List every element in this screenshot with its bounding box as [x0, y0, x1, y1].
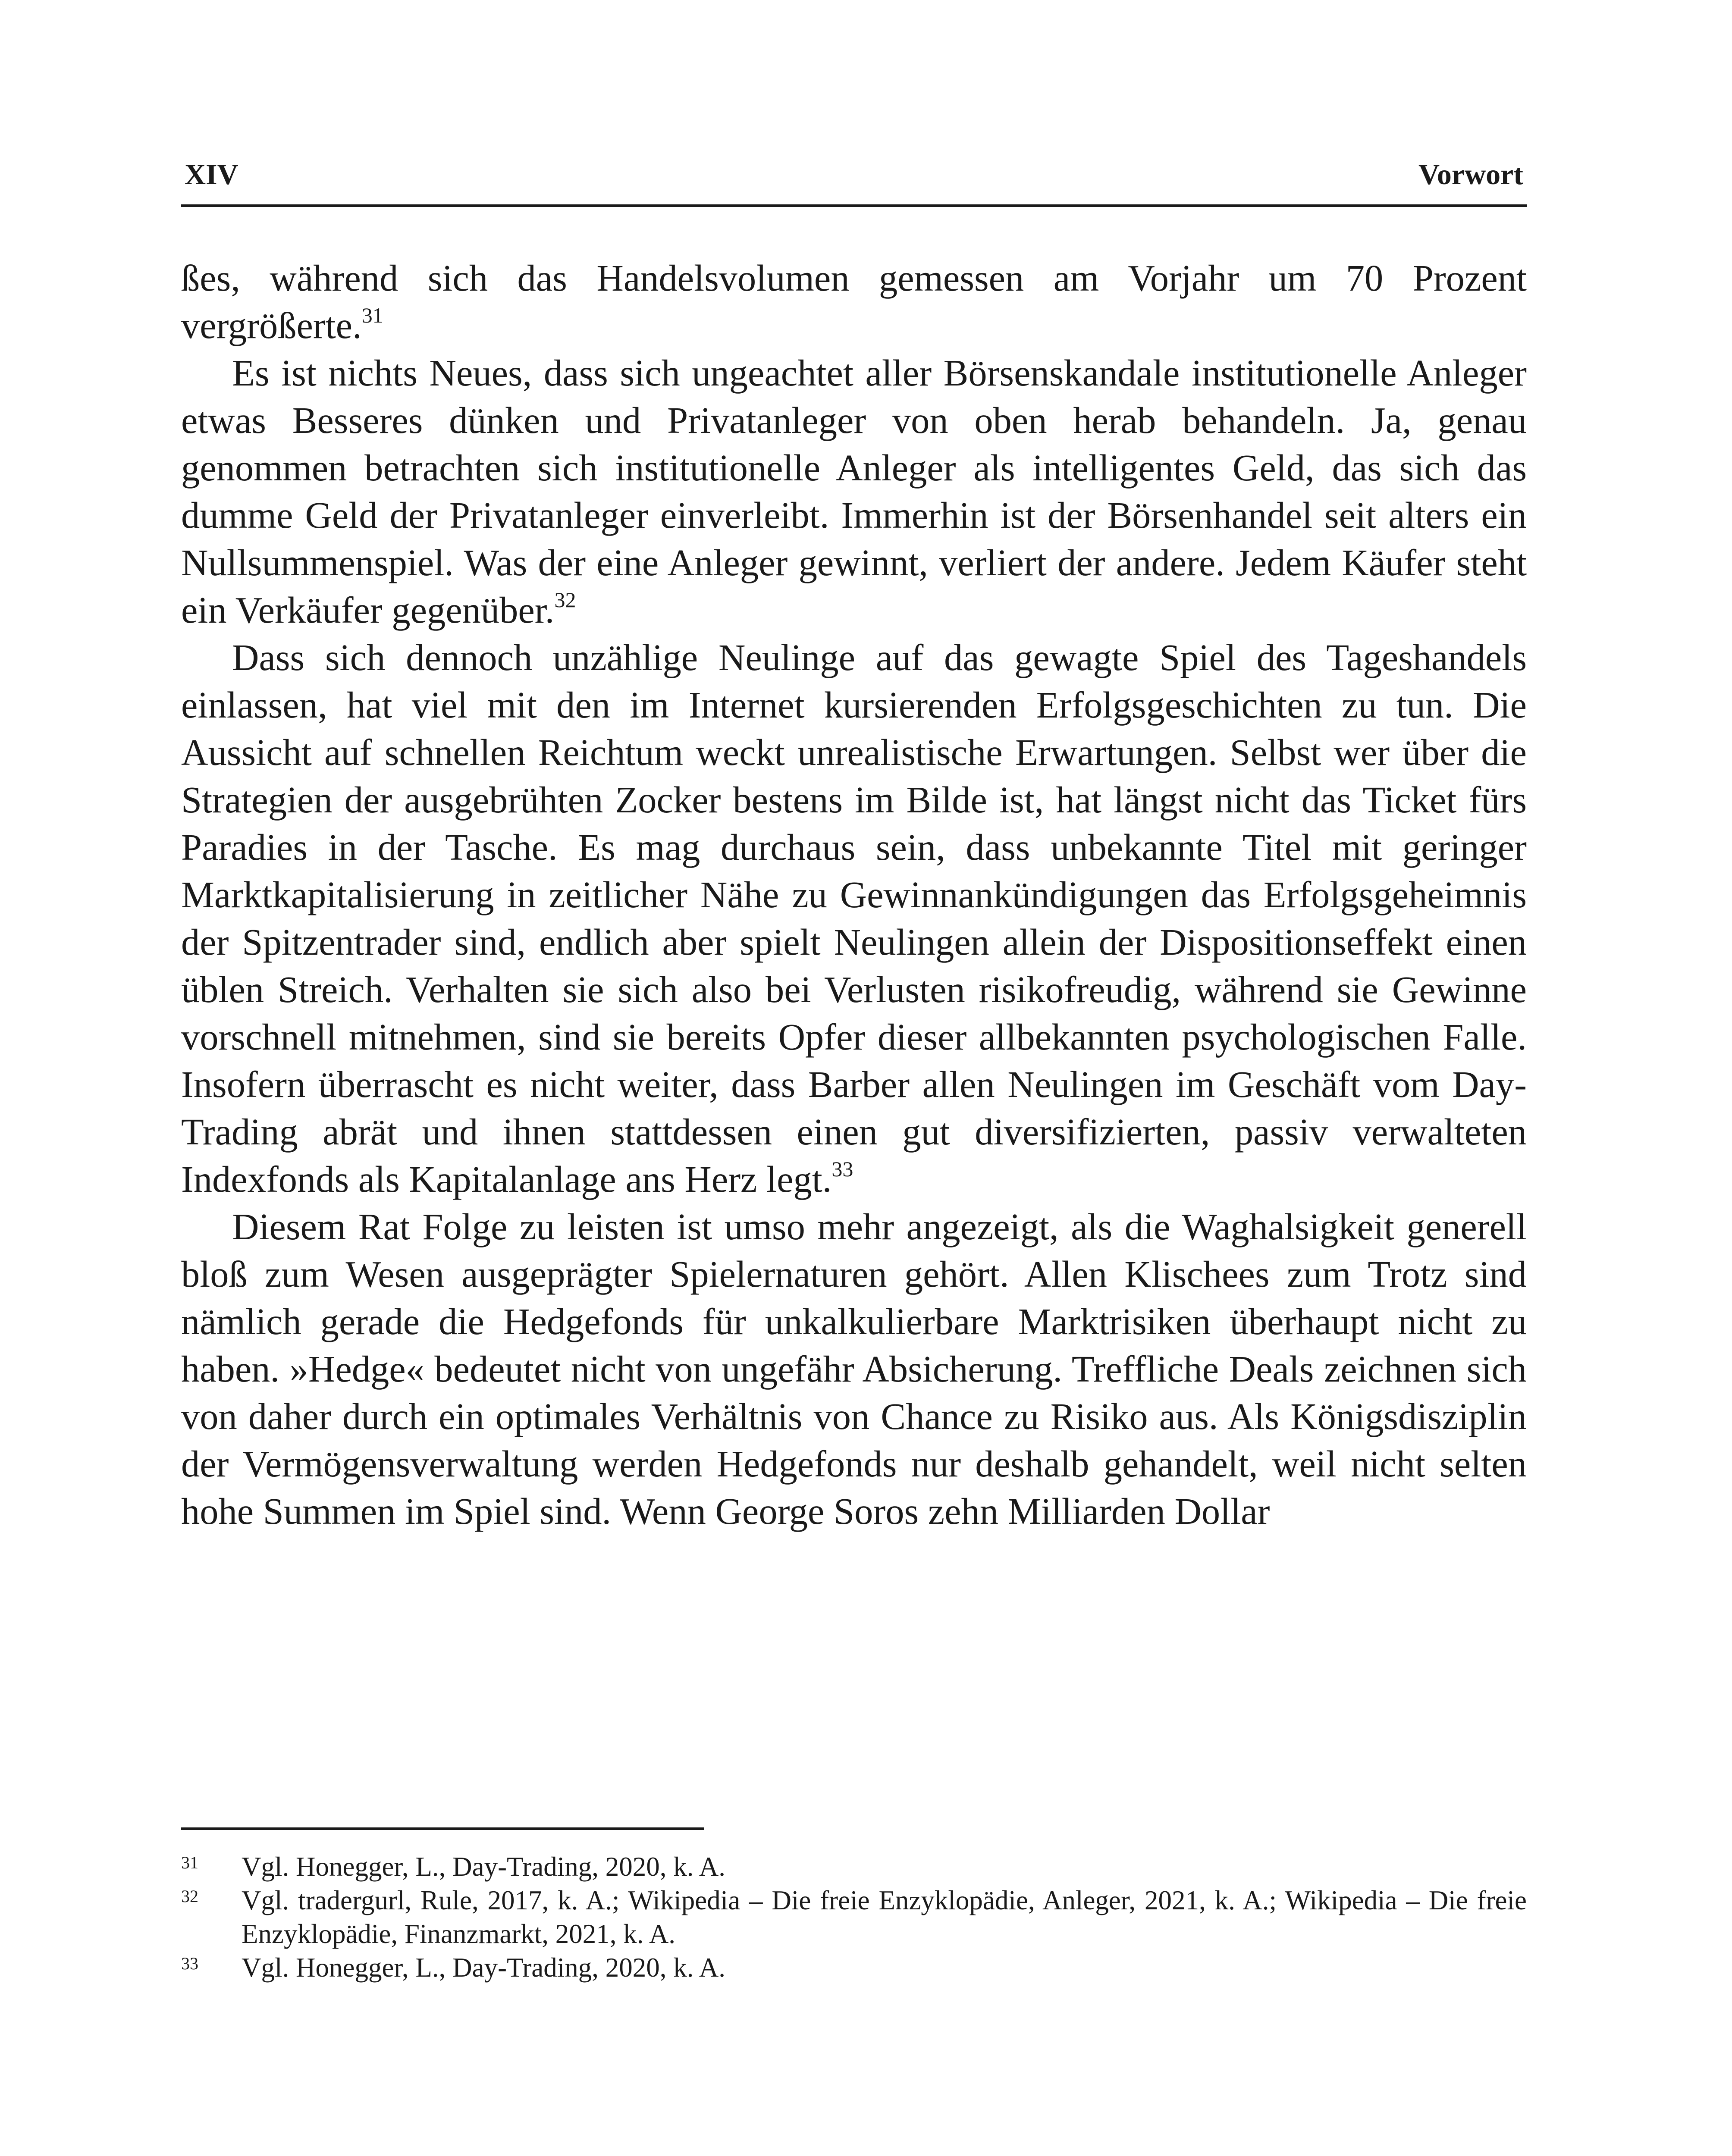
footnote-text: Vgl. Honegger, L., Day-Trading, 2020, k. A.: [242, 1952, 726, 1983]
footnote-number: 32: [181, 1887, 198, 1906]
body-text: [181, 254, 1527, 1535]
paragraph: [181, 1203, 1527, 1535]
paragraph-text: ßes, während sich das Handelsvolumen gemessen am Vorjahr um 70 Prozent vergrößerte.: [181, 257, 1527, 346]
footnote-number: 31: [181, 1853, 198, 1872]
footnotes: [181, 1850, 1527, 1984]
paragraph-text: Dass sich dennoch unzählige Neulinge auf das gewagte Spiel des Tageshandels einlassen, hat viel mit den im Internet kursierenden Erfolgsgeschichten zu tun. Die Aussicht auf schnellen Reichtum weckt unrealistische Erwartungen. Selbst wer über die Strategien der ausgebrühten Zocker bestens im Bilde ist, hat längst nicht das Ticket fürs Paradies in der Tasche. Es mag durchaus sein, dass unbekannte Titel mit geringer Marktkapitalisierung in zeitlicher Nähe zu Gewinnankündigungen das Erfolgsgeheimnis der Spitzentrader sind, endlich aber spielt Neulingen allein der Dispositionseffekt einen üblen Streich. Verhalten sie sich also bei Verlusten risikofreudig, während sie Gewinne vorschnell mitnehmen, sind sie bereits Opfer dieser allbekannten psychologischen Falle. Insofern überrascht es nicht weiter, dass Barber allen Neulingen im Geschäft vom Day-Trading abrät und ihnen stattdessen einen gut diversifizierten, passiv verwalteten Indexfonds als Kapitalanlage ans Herz legt.: [181, 637, 1527, 1200]
footnote-text: Vgl. Honegger, L., Day-Trading, 2020, k. A.: [242, 1852, 726, 1882]
footnote-reference[interactable]: 33: [831, 1157, 853, 1181]
paragraph: [181, 634, 1527, 1203]
footnote-reference[interactable]: 31: [361, 303, 383, 327]
footnote-reference[interactable]: 32: [554, 588, 576, 612]
footnote: [181, 1951, 1527, 1984]
footnote: [181, 1883, 1527, 1951]
footnote-number: 33: [181, 1954, 198, 1973]
running-header: [181, 160, 1527, 207]
paragraph-text: Es ist nichts Neues, dass sich ungeachtet aller Börsenskandale institutionelle Anleger etwas Besseres dünken und Privatanleger von oben herab behandeln. Ja, genau genommen betrachten sich institutionelle Anleger als intelligentes Geld, das sich das dumme Geld der Privatanleger einverleibt. Immerhin ist der Börsenhandel seit alters ein Nullsummenspiel. Was der eine Anleger gewinnt, verliert der andere. Jedem Käufer steht ein Verkäufer gegenüber.: [181, 352, 1527, 631]
footnote: [181, 1850, 1527, 1883]
paragraph-text: Diesem Rat Folge zu leisten ist umso mehr angezeigt, als die Waghalsigkeit generell bloß zum Wesen ausgeprägter Spielernaturen gehört. Allen Klischees zum Trotz sind nämlich gerade die Hedgefonds für unkalkulierbare Marktrisiken überhaupt nicht zu haben. »Hedge« bedeutet nicht von ungefähr Absicherung. Treffliche Deals zeichnen sich von daher durch ein optimales Verhältnis von Chance zu Risiko aus. Als Königsdisziplin der Vermögensverwaltung werden Hedgefonds nur deshalb gehandelt, weil nicht selten hohe Summen im Spiel sind. Wenn George Soros zehn Milliarden Dollar: [181, 1206, 1527, 1532]
page-number: XIV: [185, 158, 238, 191]
paragraph: [181, 349, 1527, 634]
footnote-separator: [181, 1827, 704, 1830]
section-title: Vorwort: [1418, 158, 1523, 191]
paragraph: [181, 254, 1527, 349]
footnote-text: Vgl. tradergurl, Rule, 2017, k. A.; Wikipedia – Die freie Enzyklopädie, Anleger, 2021, k. A.; Wikipedia – Die freie Enzyklopädie, Finanzmarkt, 2021, k. A.: [242, 1885, 1527, 1949]
page-content: [181, 160, 1527, 1535]
